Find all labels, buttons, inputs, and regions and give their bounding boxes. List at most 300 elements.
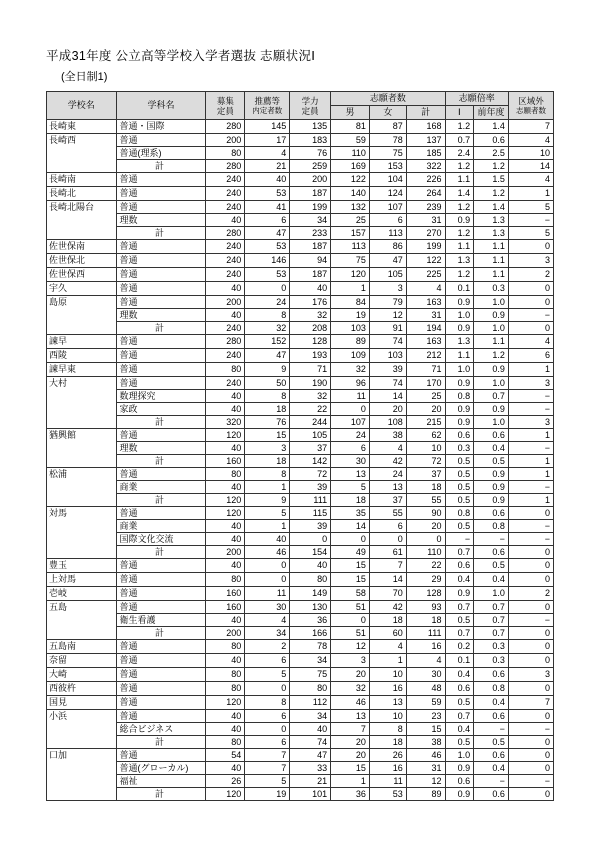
ratio-current-cell: 0.7 [445, 134, 474, 147]
recommended-count-cell: 1 [245, 520, 290, 533]
capacity-cell: 40 [206, 614, 245, 627]
table-row [47, 587, 554, 601]
academic-capacity-cell: 72 [290, 468, 331, 481]
ratio-current-cell: 0.7 [445, 601, 474, 614]
out-of-area-count-cell: 0 [508, 573, 553, 587]
ratio-previous-cell: 1.2 [474, 160, 509, 173]
table-row [47, 240, 554, 254]
department-cell: 計 [116, 160, 206, 173]
ratio-previous-cell: 0.6 [474, 710, 509, 723]
total-count-cell: 163 [406, 296, 445, 309]
table-row [47, 559, 554, 573]
out-of-area-count-cell: 0 [508, 559, 553, 573]
out-of-area-count-cell: 0 [508, 682, 553, 696]
table-row [47, 160, 554, 173]
department-cell: 普通 [116, 377, 206, 390]
recommended-count-cell: 6 [245, 710, 290, 723]
department-cell: 理数 [116, 442, 206, 455]
ratio-current-cell: 0.9 [445, 416, 474, 429]
recommended-count-cell: 0 [245, 682, 290, 696]
female-count-cell: 70 [369, 587, 406, 601]
out-of-area-count-cell: 0 [508, 654, 553, 668]
department-cell: 普通・国際 [116, 120, 206, 134]
department-cell: 商業 [116, 520, 206, 533]
department-cell: 普通 [116, 363, 206, 377]
male-count-cell: 58 [331, 587, 370, 601]
capacity-cell: 240 [206, 201, 245, 214]
department-cell: 計 [116, 627, 206, 640]
academic-capacity-cell: 199 [290, 201, 331, 214]
capacity-cell: 240 [206, 349, 245, 363]
ratio-current-cell: 0.9 [445, 762, 474, 775]
female-count-cell: 14 [369, 573, 406, 587]
table-row [47, 442, 554, 455]
school-name-cell: 大崎 [47, 668, 117, 682]
out-of-area-count-cell: 0 [508, 296, 553, 309]
out-of-area-count-cell: 0 [508, 627, 553, 640]
header-male: 男 [331, 106, 370, 120]
table-row [47, 723, 554, 736]
male-count-cell: 96 [331, 377, 370, 390]
out-of-area-count-cell: 5 [508, 227, 553, 240]
male-count-cell: 20 [331, 736, 370, 749]
table-row [47, 710, 554, 723]
school-name-cell: 佐世保西 [47, 268, 117, 282]
capacity-cell: 40 [206, 282, 245, 296]
out-of-area-count-cell: 10 [508, 147, 553, 160]
recommended-count-cell: 6 [245, 736, 290, 749]
male-count-cell: 89 [331, 335, 370, 349]
total-count-cell: 226 [406, 173, 445, 187]
academic-capacity-cell: 39 [290, 520, 331, 533]
ratio-previous-cell: 0.6 [474, 546, 509, 559]
total-count-cell: 128 [406, 587, 445, 601]
department-cell: 理数 [116, 309, 206, 322]
female-count-cell: 113 [369, 227, 406, 240]
female-count-cell: 91 [369, 322, 406, 335]
capacity-cell: 120 [206, 788, 245, 801]
ratio-current-cell: 1.2 [445, 120, 474, 134]
department-cell: 普通 [116, 296, 206, 309]
table-row [47, 214, 554, 227]
recommended-count-cell: 0 [245, 559, 290, 573]
total-count-cell: 48 [406, 682, 445, 696]
header-recommended: 推薦等 内定者数 [245, 92, 290, 120]
out-of-area-count-cell: − [508, 214, 553, 227]
academic-capacity-cell: 75 [290, 668, 331, 682]
male-count-cell: 7 [331, 723, 370, 736]
table-row [47, 296, 554, 309]
school-name-cell: 国見 [47, 696, 117, 710]
total-count-cell: 270 [406, 227, 445, 240]
capacity-cell: 280 [206, 227, 245, 240]
recommended-count-cell: 6 [245, 214, 290, 227]
academic-capacity-cell: 183 [290, 134, 331, 147]
female-count-cell: 38 [369, 429, 406, 442]
department-cell: 普通(理系) [116, 147, 206, 160]
capacity-cell: 80 [206, 363, 245, 377]
ratio-current-cell: 0.7 [445, 546, 474, 559]
total-count-cell: 110 [406, 546, 445, 559]
academic-capacity-cell: 37 [290, 442, 331, 455]
school-name-cell: 小浜 [47, 710, 117, 749]
recommended-count-cell: 4 [245, 614, 290, 627]
department-cell: 普通 [116, 654, 206, 668]
table-row [47, 322, 554, 335]
recommended-count-cell: 5 [245, 775, 290, 788]
female-count-cell: 74 [369, 377, 406, 390]
out-of-area-count-cell: − [508, 442, 553, 455]
school-name-cell: 対馬 [47, 507, 117, 559]
ratio-previous-cell: 0.6 [474, 788, 509, 801]
table-row [47, 377, 554, 390]
female-count-cell: 14 [369, 390, 406, 403]
ratio-current-cell: 0.5 [445, 481, 474, 494]
recommended-count-cell: 40 [245, 533, 290, 546]
ratio-current-cell: 0.2 [445, 640, 474, 654]
male-count-cell: 140 [331, 187, 370, 201]
capacity-cell: 26 [206, 775, 245, 788]
female-count-cell: 24 [369, 468, 406, 481]
total-count-cell: 212 [406, 349, 445, 363]
capacity-cell: 240 [206, 377, 245, 390]
male-count-cell: 14 [331, 520, 370, 533]
ratio-current-cell: 0.6 [445, 775, 474, 788]
capacity-cell: 120 [206, 494, 245, 507]
capacity-cell: 80 [206, 640, 245, 654]
total-count-cell: 199 [406, 240, 445, 254]
total-count-cell: 90 [406, 507, 445, 520]
school-name-cell: 上対馬 [47, 573, 117, 587]
total-count-cell: 18 [406, 481, 445, 494]
capacity-cell: 40 [206, 559, 245, 573]
academic-capacity-cell: 166 [290, 627, 331, 640]
out-of-area-count-cell: 7 [508, 120, 553, 134]
ratio-previous-cell: 0.6 [474, 507, 509, 520]
academic-capacity-cell: 111 [290, 494, 331, 507]
ratio-previous-cell: − [474, 533, 509, 546]
out-of-area-count-cell: 0 [508, 749, 553, 762]
department-cell: 商業 [116, 481, 206, 494]
academic-capacity-cell: 259 [290, 160, 331, 173]
out-of-area-count-cell: 5 [508, 201, 553, 214]
total-count-cell: 89 [406, 788, 445, 801]
total-count-cell: 0 [406, 533, 445, 546]
out-of-area-count-cell: 0 [508, 240, 553, 254]
ratio-current-cell: 0.9 [445, 214, 474, 227]
out-of-area-count-cell: − [508, 614, 553, 627]
male-count-cell: 30 [331, 455, 370, 468]
ratio-current-cell: 1.0 [445, 363, 474, 377]
academic-capacity-cell: 115 [290, 507, 331, 520]
capacity-cell: 120 [206, 696, 245, 710]
female-count-cell: 42 [369, 455, 406, 468]
recommended-count-cell: 18 [245, 455, 290, 468]
capacity-cell: 240 [206, 322, 245, 335]
ratio-current-cell: 0.5 [445, 614, 474, 627]
recommended-count-cell: 46 [245, 546, 290, 559]
page-title: 平成31年度 公立高等学校入学者選抜 志願状況Ⅰ [46, 49, 316, 63]
ratio-previous-cell: 1.0 [474, 296, 509, 309]
ratio-current-cell: 1.2 [445, 227, 474, 240]
table-row [47, 282, 554, 296]
table-row [47, 120, 554, 134]
academic-capacity-cell: 40 [290, 282, 331, 296]
ratio-previous-cell: 1.4 [474, 201, 509, 214]
capacity-cell: 160 [206, 601, 245, 614]
female-count-cell: 0 [369, 533, 406, 546]
academic-capacity-cell: 105 [290, 429, 331, 442]
ratio-current-cell: − [445, 533, 474, 546]
out-of-area-count-cell: − [508, 481, 553, 494]
ratio-previous-cell: 1.2 [474, 349, 509, 363]
academic-capacity-cell: 154 [290, 546, 331, 559]
school-name-cell: 奈留 [47, 654, 117, 668]
school-name-cell: 西陵 [47, 349, 117, 363]
recommended-count-cell: 53 [245, 240, 290, 254]
recommended-count-cell: 9 [245, 494, 290, 507]
academic-capacity-cell: 128 [290, 335, 331, 349]
capacity-cell: 54 [206, 749, 245, 762]
academic-capacity-cell: 142 [290, 455, 331, 468]
ratio-previous-cell: 0.6 [474, 749, 509, 762]
capacity-cell: 280 [206, 160, 245, 173]
out-of-area-count-cell: 0 [508, 736, 553, 749]
academic-capacity-cell: 78 [290, 640, 331, 654]
academic-capacity-cell: 187 [290, 187, 331, 201]
department-cell: 普通 [116, 335, 206, 349]
department-cell: 計 [116, 322, 206, 335]
recommended-count-cell: 40 [245, 173, 290, 187]
recommended-count-cell: 3 [245, 442, 290, 455]
capacity-cell: 80 [206, 468, 245, 481]
female-count-cell: 124 [369, 187, 406, 201]
academic-capacity-cell: 34 [290, 654, 331, 668]
recommended-count-cell: 145 [245, 120, 290, 134]
academic-capacity-cell: 176 [290, 296, 331, 309]
ratio-current-cell: 0.8 [445, 507, 474, 520]
out-of-area-count-cell: 1 [508, 363, 553, 377]
table-row [47, 173, 554, 187]
out-of-area-count-cell: 4 [508, 335, 553, 349]
total-count-cell: 31 [406, 214, 445, 227]
ratio-current-cell: 1.1 [445, 349, 474, 363]
total-count-cell: 18 [406, 614, 445, 627]
department-cell: 普通 [116, 749, 206, 762]
male-count-cell: 110 [331, 147, 370, 160]
recommended-count-cell: 6 [245, 654, 290, 668]
school-name-cell: 長崎西 [47, 134, 117, 173]
capacity-cell: 200 [206, 546, 245, 559]
male-count-cell: 32 [331, 363, 370, 377]
total-count-cell: 55 [406, 494, 445, 507]
application-status-table [46, 91, 554, 801]
recommended-count-cell: 8 [245, 468, 290, 481]
header-female: 女 [369, 106, 406, 120]
ratio-previous-cell: 1.0 [474, 587, 509, 601]
ratio-current-cell: 0.5 [445, 494, 474, 507]
department-cell: 国際文化交流 [116, 533, 206, 546]
table-row [47, 668, 554, 682]
female-count-cell: 60 [369, 627, 406, 640]
capacity-cell: 240 [206, 268, 245, 282]
out-of-area-count-cell: 0 [508, 762, 553, 775]
female-count-cell: 18 [369, 736, 406, 749]
ratio-previous-cell: 0.7 [474, 390, 509, 403]
ratio-previous-cell: 0.4 [474, 442, 509, 455]
table-row [47, 533, 554, 546]
total-count-cell: 185 [406, 147, 445, 160]
ratio-current-cell: 0.9 [445, 788, 474, 801]
department-cell: 普通 [116, 468, 206, 481]
department-cell: 普通 [116, 134, 206, 147]
total-count-cell: 15 [406, 723, 445, 736]
table-row [47, 455, 554, 468]
school-name-cell: 豊玉 [47, 559, 117, 573]
department-cell: 計 [116, 227, 206, 240]
male-count-cell: 24 [331, 429, 370, 442]
department-cell: 総合ビジネス [116, 723, 206, 736]
total-count-cell: 71 [406, 363, 445, 377]
total-count-cell: 322 [406, 160, 445, 173]
table-row [47, 335, 554, 349]
school-name-cell: 大村 [47, 377, 117, 429]
department-cell: 福祉 [116, 775, 206, 788]
department-cell: 普通 [116, 429, 206, 442]
ratio-previous-cell: 0.6 [474, 668, 509, 682]
out-of-area-count-cell: − [508, 520, 553, 533]
male-count-cell: 103 [331, 322, 370, 335]
ratio-previous-cell: 0.3 [474, 640, 509, 654]
table-row [47, 573, 554, 587]
table-row [47, 614, 554, 627]
recommended-count-cell: 21 [245, 160, 290, 173]
female-count-cell: 18 [369, 614, 406, 627]
department-cell: 普通 [116, 640, 206, 654]
table-row [47, 429, 554, 442]
academic-capacity-cell: 34 [290, 710, 331, 723]
table-row [47, 494, 554, 507]
department-cell: 普通 [116, 507, 206, 520]
male-count-cell: 46 [331, 696, 370, 710]
out-of-area-count-cell: 0 [508, 322, 553, 335]
school-name-cell: 諫早 [47, 335, 117, 349]
out-of-area-count-cell: 1 [508, 455, 553, 468]
male-count-cell: 51 [331, 601, 370, 614]
ratio-current-cell: 0.6 [445, 559, 474, 573]
recommended-count-cell: 146 [245, 254, 290, 268]
ratio-current-cell: 0.5 [445, 696, 474, 710]
male-count-cell: 49 [331, 546, 370, 559]
academic-capacity-cell: 0 [290, 533, 331, 546]
ratio-previous-cell: 1.0 [474, 416, 509, 429]
out-of-area-count-cell: 14 [508, 160, 553, 173]
total-count-cell: 137 [406, 134, 445, 147]
ratio-current-cell: 1.0 [445, 309, 474, 322]
total-count-cell: 30 [406, 668, 445, 682]
total-count-cell: 37 [406, 468, 445, 481]
ratio-previous-cell: 0.9 [474, 494, 509, 507]
department-cell: 理数 [116, 214, 206, 227]
recommended-count-cell: 17 [245, 134, 290, 147]
academic-capacity-cell: 39 [290, 481, 331, 494]
header-applicants: 志願者数 [331, 92, 445, 106]
out-of-area-count-cell: 0 [508, 601, 553, 614]
male-count-cell: 20 [331, 749, 370, 762]
department-cell: 計 [116, 788, 206, 801]
capacity-cell: 280 [206, 120, 245, 134]
male-count-cell: 157 [331, 227, 370, 240]
academic-capacity-cell: 74 [290, 736, 331, 749]
capacity-cell: 40 [206, 654, 245, 668]
total-count-cell: 194 [406, 322, 445, 335]
academic-capacity-cell: 40 [290, 723, 331, 736]
out-of-area-count-cell: − [508, 533, 553, 546]
academic-capacity-cell: 36 [290, 614, 331, 627]
male-count-cell: 59 [331, 134, 370, 147]
out-of-area-count-cell: 6 [508, 349, 553, 363]
total-count-cell: 20 [406, 403, 445, 416]
female-count-cell: 20 [369, 403, 406, 416]
academic-capacity-cell: 94 [290, 254, 331, 268]
ratio-previous-cell: 1.1 [474, 254, 509, 268]
out-of-area-count-cell: 0 [508, 507, 553, 520]
school-name-cell: 猶興館 [47, 429, 117, 468]
school-name-cell: 長崎東 [47, 120, 117, 134]
recommended-count-cell: 8 [245, 390, 290, 403]
ratio-current-cell: 0.5 [445, 520, 474, 533]
department-cell: 普通 [116, 601, 206, 614]
ratio-current-cell: 0.4 [445, 723, 474, 736]
ratio-previous-cell: 1.0 [474, 377, 509, 390]
male-count-cell: 120 [331, 268, 370, 282]
female-count-cell: 55 [369, 507, 406, 520]
female-count-cell: 4 [369, 442, 406, 455]
out-of-area-count-cell: 1 [508, 494, 553, 507]
table-row [47, 416, 554, 429]
recommended-count-cell: 0 [245, 573, 290, 587]
ratio-previous-cell: 0.8 [474, 520, 509, 533]
table-row [47, 363, 554, 377]
male-count-cell: 0 [331, 403, 370, 416]
ratio-previous-cell: 2.5 [474, 147, 509, 160]
male-count-cell: 5 [331, 481, 370, 494]
ratio-current-cell: 0.4 [445, 668, 474, 682]
table-row [47, 682, 554, 696]
ratio-previous-cell: 0.3 [474, 654, 509, 668]
female-count-cell: 79 [369, 296, 406, 309]
ratio-current-cell: 1.4 [445, 187, 474, 201]
table-row [47, 546, 554, 559]
male-count-cell: 15 [331, 559, 370, 573]
female-count-cell: 13 [369, 481, 406, 494]
out-of-area-count-cell: − [508, 723, 553, 736]
department-cell: 普通 [116, 682, 206, 696]
ratio-previous-cell: 1.0 [474, 322, 509, 335]
male-count-cell: 122 [331, 173, 370, 187]
ratio-current-cell: 0.8 [445, 390, 474, 403]
out-of-area-count-cell: 4 [508, 173, 553, 187]
capacity-cell: 200 [206, 134, 245, 147]
capacity-cell: 240 [206, 254, 245, 268]
out-of-area-count-cell: 2 [508, 587, 553, 601]
female-count-cell: 12 [369, 309, 406, 322]
ratio-previous-cell: 1.4 [474, 120, 509, 134]
total-count-cell: 4 [406, 282, 445, 296]
header-ratio-current: Ⅰ [445, 106, 474, 120]
male-count-cell: 0 [331, 533, 370, 546]
table-row [47, 762, 554, 775]
